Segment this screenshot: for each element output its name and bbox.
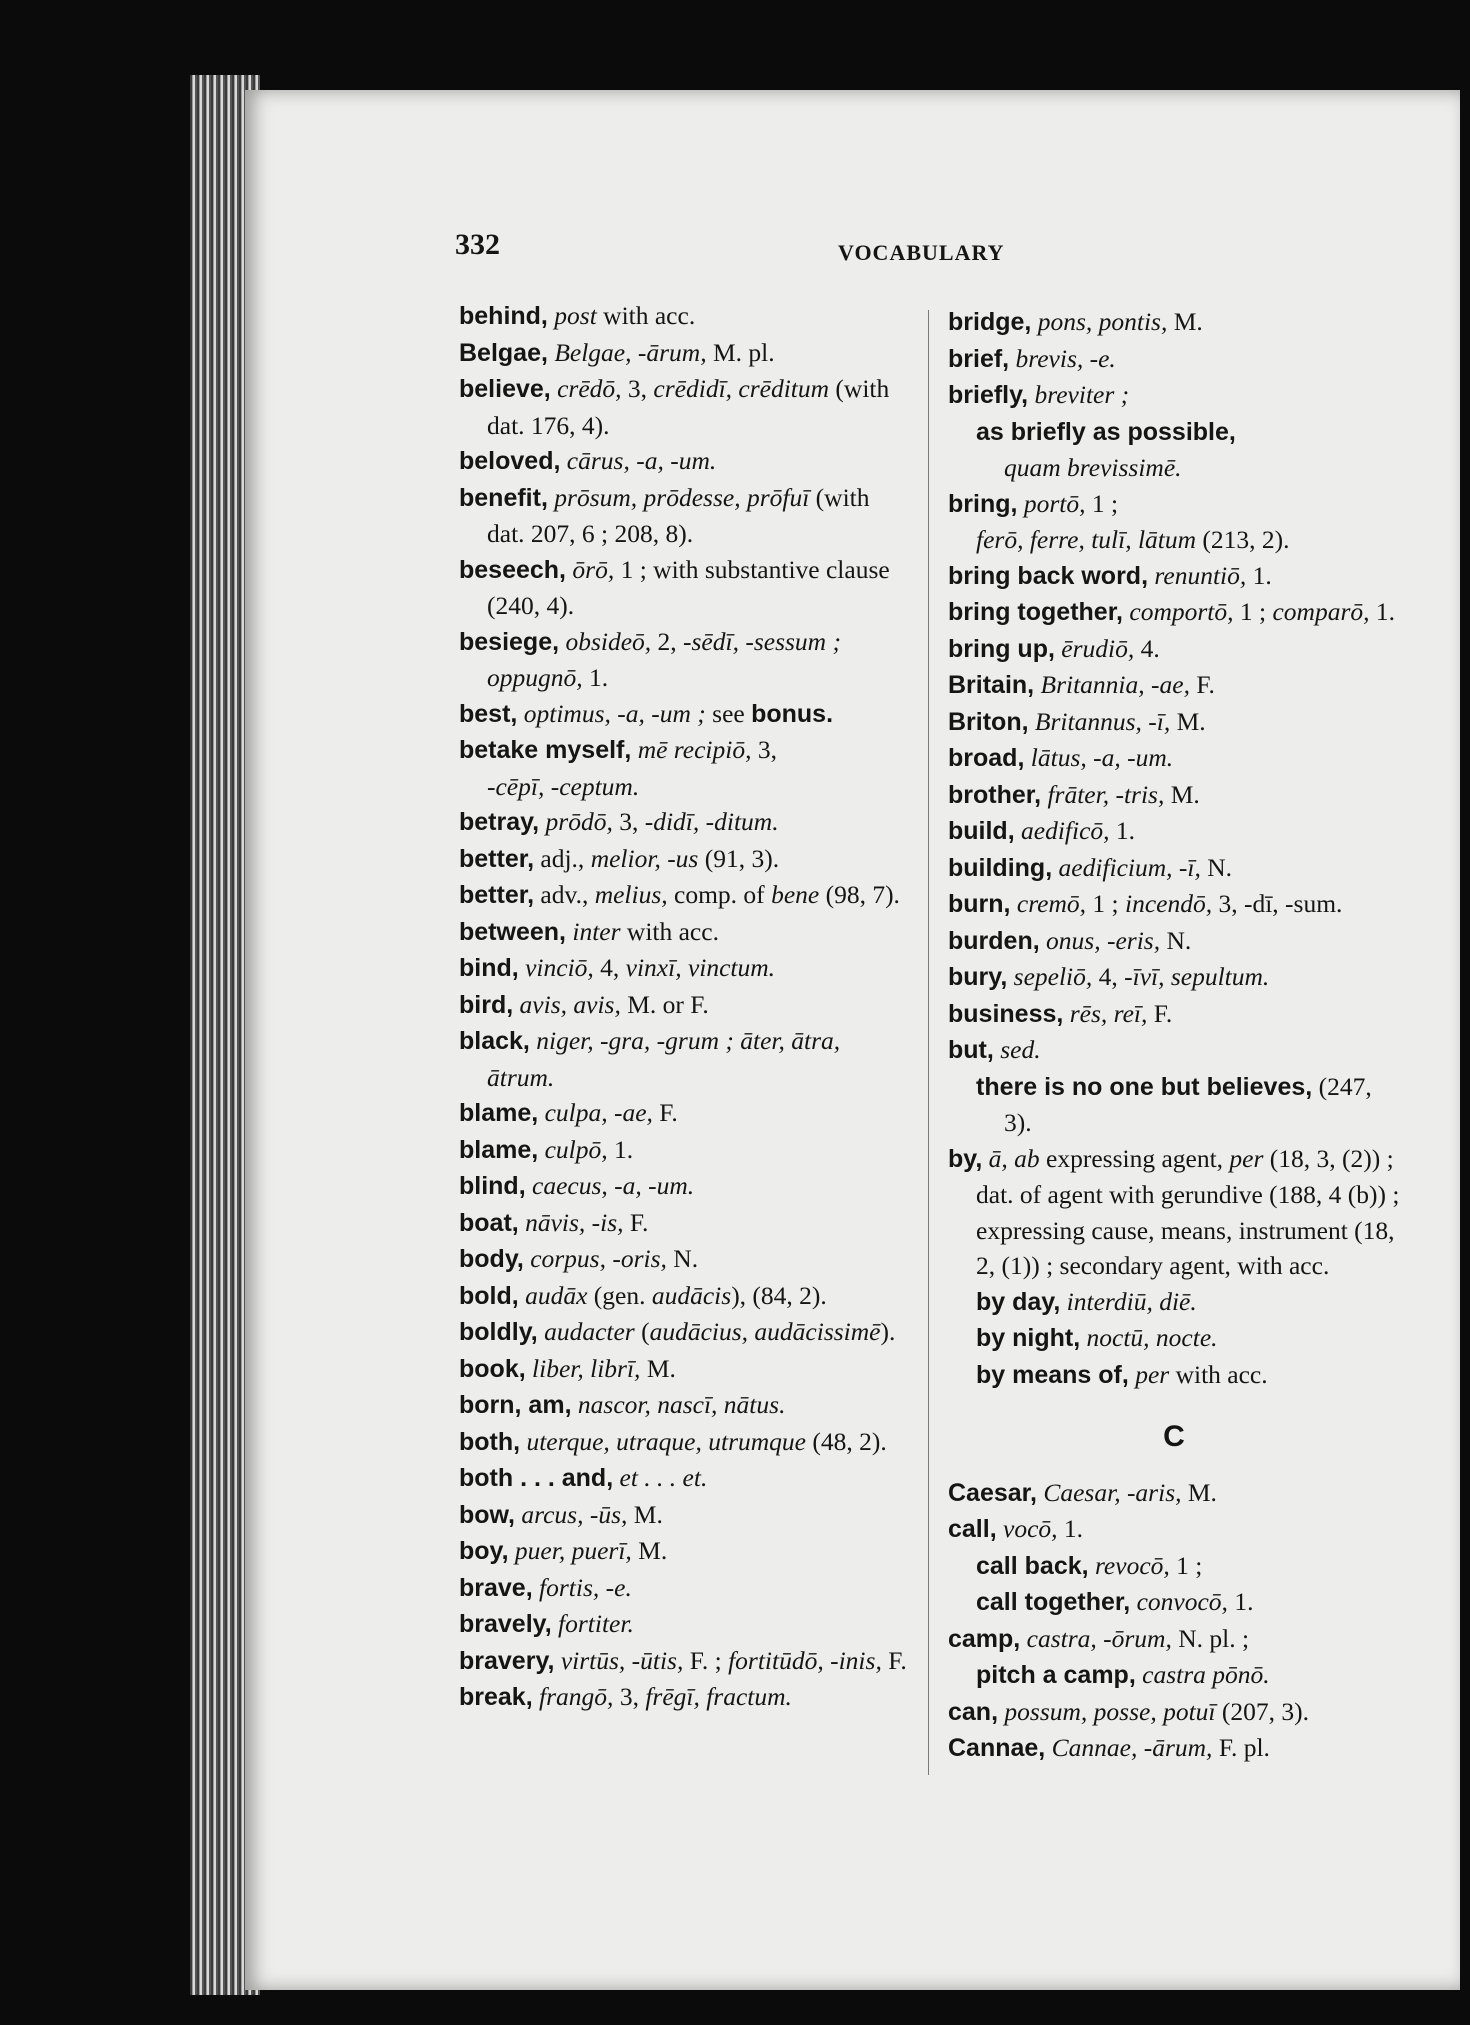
latin-term: vinxī, vinctum. xyxy=(625,953,776,982)
left-column xyxy=(459,298,909,1716)
entry-text: M. xyxy=(1181,1477,1217,1507)
latin-term: -cēpī, -ceptum. xyxy=(487,771,640,801)
latin-term: liber, librī, xyxy=(532,1353,641,1383)
entry-text: 1. xyxy=(1246,560,1272,590)
headword: call together, xyxy=(976,1588,1131,1616)
right-b-entry xyxy=(948,740,1400,777)
latin-term: castra, -ōrum, xyxy=(1026,1623,1172,1653)
latin-term: caecus, -a, -um. xyxy=(532,1171,695,1200)
latin-term: Britannus, -ī, xyxy=(1034,706,1171,736)
right-c-entry xyxy=(948,1621,1400,1658)
latin-term: culpa, -ae, xyxy=(544,1098,653,1127)
entry-text: (247, 3). xyxy=(1004,1071,1372,1137)
headword: bind, xyxy=(459,954,519,982)
left-entry xyxy=(459,480,909,552)
latin-term: onus, -eris, xyxy=(1046,925,1161,955)
latin-term: cremō, xyxy=(1016,889,1087,918)
left-entry xyxy=(459,1387,909,1424)
headword: Cannae, xyxy=(948,1734,1046,1762)
entry-text: 1 ; with substantive clause (240, 4). xyxy=(487,554,890,620)
latin-term: niger, -gra, -grum ; āter, ātra, ātrum. xyxy=(487,1026,841,1092)
latin-term: ferō, ferre, tulī, lātum xyxy=(976,525,1197,554)
latin-term: fortitūdō, -inis, xyxy=(728,1645,882,1675)
entry-text: with acc. xyxy=(596,301,696,330)
latin-term: Caesar, -aris, xyxy=(1043,1477,1182,1507)
entry-text: 3, xyxy=(751,735,777,764)
entry-text: (91, 3). xyxy=(698,843,780,873)
headword: bridge, xyxy=(948,308,1032,336)
headword: building, xyxy=(948,853,1053,882)
left-entry xyxy=(459,950,909,987)
entry-text: ). xyxy=(880,1317,896,1346)
headword: born, am, xyxy=(459,1391,572,1419)
headword: beseech, xyxy=(459,555,567,584)
entry-text: M. xyxy=(627,1499,663,1529)
entry-text: 1. xyxy=(607,1134,634,1164)
latin-term: brevis, -e. xyxy=(1015,343,1116,373)
entry-text: 2, xyxy=(651,626,684,656)
headword: book, xyxy=(459,1354,526,1383)
entry-text: F. ; xyxy=(683,1645,729,1675)
latin-term: ērudiō, xyxy=(1061,633,1135,663)
entry-text: with acc. xyxy=(620,916,719,946)
left-entry xyxy=(459,1314,909,1351)
latin-term: nascor, nascī, nātus. xyxy=(577,1390,786,1419)
headword: briefly, xyxy=(948,381,1029,409)
entry-text: 1 ; xyxy=(1086,889,1125,918)
latin-term: bene xyxy=(771,880,820,909)
left-entry xyxy=(459,624,909,696)
latin-term: optimus, -a, -um ; xyxy=(523,698,706,728)
headword: call back, xyxy=(976,1551,1089,1580)
right-b-entry xyxy=(948,414,1400,486)
latin-term: Britannia, -ae, xyxy=(1040,670,1190,699)
entry-text: N. xyxy=(1160,925,1192,955)
latin-term: -sēdī, -sessum ; oppugnō, xyxy=(487,626,841,692)
latin-term: comparō, xyxy=(1272,597,1370,626)
latin-term: -īvī, sepultum. xyxy=(1124,962,1270,991)
left-entry xyxy=(459,1241,909,1278)
left-entry xyxy=(459,1023,909,1095)
latin-term: lātus, -a, -um. xyxy=(1030,743,1174,772)
headword: Briton, xyxy=(948,707,1029,736)
left-entry xyxy=(459,914,909,951)
headword: by means of, xyxy=(976,1360,1129,1389)
latin-term: avis, avis, xyxy=(519,989,621,1019)
latin-term: interdiū, diē. xyxy=(1066,1286,1197,1316)
latin-term: -didī, -ditum. xyxy=(644,807,779,836)
entry-text: 4, xyxy=(1092,962,1125,991)
right-b-entry xyxy=(948,558,1400,595)
latin-term: inter xyxy=(572,916,621,946)
headword: as briefly as possible, xyxy=(976,417,1236,446)
entry-text: N. pl. ; xyxy=(1171,1623,1250,1653)
entry-text: 1. xyxy=(582,663,609,692)
entry-text: 1. xyxy=(1369,597,1396,626)
headword: build, xyxy=(948,817,1015,845)
entry-text: N. xyxy=(666,1244,699,1273)
headword: bring up, xyxy=(948,634,1055,663)
headword: Britain, xyxy=(948,671,1035,699)
latin-term: ā, ab xyxy=(988,1143,1040,1173)
latin-term: vinciō, xyxy=(525,953,594,982)
right-c-entry xyxy=(948,1584,1400,1621)
left-entry xyxy=(459,1132,909,1169)
right-b-entry xyxy=(948,777,1400,814)
latin-term: audācius, audācissimē xyxy=(649,1317,881,1346)
entry-text: 1. xyxy=(1109,816,1136,845)
left-entry xyxy=(459,1095,909,1132)
headword: between, xyxy=(459,917,566,946)
right-b-entry xyxy=(948,1032,1400,1069)
entry-text: 3, xyxy=(621,374,654,403)
latin-term: fortis, -e. xyxy=(539,1572,632,1602)
entry-text: F. xyxy=(652,1098,678,1127)
entry-text: 1 ; xyxy=(1085,488,1119,518)
latin-term: possum, posse, potuī xyxy=(1004,1696,1216,1726)
latin-term: portō, xyxy=(1023,488,1086,518)
left-entry xyxy=(459,877,909,914)
headword: black, xyxy=(459,1027,530,1055)
right-b-entry xyxy=(948,923,1400,960)
entry-text: (with dat. 207, 6 ; 208, 8). xyxy=(487,482,870,548)
right-b-entry xyxy=(948,377,1400,414)
left-entry xyxy=(459,1278,909,1315)
headword: bring together, xyxy=(948,598,1123,626)
latin-term: corpus, -oris, xyxy=(530,1244,667,1273)
headword: blame, xyxy=(459,1135,539,1164)
letter-heading: C xyxy=(1163,1420,1185,1453)
entry-text: adj., xyxy=(534,843,591,873)
headword: bravery, xyxy=(459,1646,555,1675)
entry-text: 4, xyxy=(593,953,626,982)
latin-term: noctū, nocte. xyxy=(1086,1323,1218,1352)
right-b-entry xyxy=(948,704,1400,741)
latin-term: aedificō, xyxy=(1021,816,1110,845)
right-column-b-entries xyxy=(948,304,1400,1393)
page-number: 332 xyxy=(455,228,500,261)
left-entry xyxy=(459,732,909,804)
headword: bird, xyxy=(459,990,514,1019)
right-b-entry xyxy=(948,341,1400,378)
right-c-entry xyxy=(948,1511,1400,1548)
entry-text: 3, xyxy=(613,1682,646,1711)
headword: bravely, xyxy=(459,1610,552,1638)
headword: bring, xyxy=(948,489,1018,518)
latin-term: per xyxy=(1229,1143,1264,1173)
latin-term: fortiter. xyxy=(558,1609,634,1638)
latin-term: prōdō, xyxy=(545,807,613,836)
headword: bury, xyxy=(948,963,1008,991)
headword: broad, xyxy=(948,744,1025,772)
left-entry xyxy=(459,335,909,372)
headword: Caesar, xyxy=(948,1478,1037,1507)
entry-text: ( xyxy=(634,1317,650,1346)
right-b-entry xyxy=(948,959,1400,996)
latin-term: audācis xyxy=(651,1280,732,1310)
headword: break, xyxy=(459,1683,533,1711)
right-b-entry xyxy=(948,1069,1400,1141)
entry-text: (with dat. 176, 4). xyxy=(487,374,890,440)
left-entry xyxy=(459,804,909,841)
left-entry xyxy=(459,696,909,733)
left-entry xyxy=(459,1643,909,1680)
headword: can, xyxy=(948,1697,999,1726)
latin-term: ōrō, xyxy=(572,554,615,584)
entry-text: expressing agent, xyxy=(1039,1143,1230,1173)
latin-term: comportō, xyxy=(1129,597,1234,626)
right-b-entry xyxy=(948,486,1400,558)
right-b-entry xyxy=(948,850,1400,887)
right-b-entry xyxy=(948,304,1400,341)
entry-text: 1. xyxy=(1057,1514,1084,1543)
headword: better, xyxy=(459,844,535,873)
right-b-entry xyxy=(948,631,1400,668)
headword: by night, xyxy=(976,1324,1081,1352)
entry-text: (18, 3, (2)) ; dat. of agent with gerundive (188, 4 (b)) ; expressing cause, means, instrument (18, 2, (1)) ; secondary agent, xyxy=(976,1143,1400,1280)
latin-term: nāvis, -is, xyxy=(525,1207,624,1237)
right-b-entry xyxy=(948,594,1400,631)
entry-text: F. xyxy=(1189,670,1215,699)
right-b-entry xyxy=(948,1357,1400,1394)
headword: business, xyxy=(948,999,1064,1028)
running-head: VOCABULARY xyxy=(838,240,1005,265)
latin-term: revocō, xyxy=(1094,1550,1170,1580)
entry-text: F. pl. xyxy=(1212,1733,1270,1762)
headword: behind, xyxy=(459,302,548,330)
headword: believe, xyxy=(459,375,551,403)
headword: burn, xyxy=(948,890,1011,918)
left-entry xyxy=(459,1424,909,1461)
right-b-entry xyxy=(948,1141,1400,1284)
right-c-entry xyxy=(948,1475,1400,1512)
entry-text: (48, 2). xyxy=(806,1426,887,1456)
latin-term: renuntiō, xyxy=(1154,560,1247,590)
entry-text: 3, -dī, -sum. xyxy=(1212,889,1343,918)
left-entry xyxy=(459,1205,909,1242)
latin-term: castra pōnō. xyxy=(1142,1660,1270,1689)
headword: but, xyxy=(948,1036,994,1064)
headword: by day, xyxy=(976,1287,1061,1316)
latin-term: sepeliō, xyxy=(1013,962,1093,991)
left-entry xyxy=(459,1606,909,1643)
headword: boldly, xyxy=(459,1318,538,1346)
left-entry xyxy=(459,1533,909,1570)
headword: better, xyxy=(459,881,535,909)
entry-text: M. xyxy=(1170,706,1206,736)
left-entry xyxy=(459,1679,909,1716)
headword: blind, xyxy=(459,1172,526,1200)
latin-term: virtūs, -ūtis, xyxy=(560,1645,684,1675)
latin-term: arcus, -ūs, xyxy=(521,1499,628,1529)
right-column-c-entries xyxy=(948,1475,1400,1767)
headword: pitch a camp, xyxy=(976,1661,1136,1689)
entry-text: comp. of xyxy=(667,880,772,909)
entry-text: 4. xyxy=(1134,633,1160,663)
headword: betake myself, xyxy=(459,736,632,764)
latin-term: post xyxy=(554,301,597,330)
entry-text: M. pl. xyxy=(706,337,775,367)
latin-term: Belgae, -ārum, xyxy=(554,337,707,367)
entry-text: M. xyxy=(640,1353,676,1383)
column-divider xyxy=(928,310,929,1775)
entry-text: (gen. xyxy=(587,1280,652,1310)
latin-term: Cannae, -ārum, xyxy=(1051,1733,1213,1762)
headword: best, xyxy=(459,699,518,728)
latin-term: uterque, utraque, utrumque xyxy=(526,1426,806,1456)
left-entry xyxy=(459,443,909,480)
headword: Belgae, xyxy=(459,338,548,367)
right-c-entry xyxy=(948,1657,1400,1694)
left-entry xyxy=(459,841,909,878)
right-b-entry xyxy=(948,1320,1400,1357)
entry-text: (98, 7). xyxy=(819,880,900,909)
entry-text: M. xyxy=(1167,307,1203,336)
latin-term: audāx xyxy=(525,1280,588,1310)
right-b-entry xyxy=(948,813,1400,850)
latin-term: per xyxy=(1135,1359,1170,1389)
entry-text: see xyxy=(705,698,752,728)
entry-text: (207, 3). xyxy=(1215,1696,1309,1726)
latin-term: frēgī, fractum. xyxy=(645,1682,792,1711)
latin-term: culpō, xyxy=(544,1134,608,1164)
right-c-entry xyxy=(948,1730,1400,1767)
latin-term: convocō, xyxy=(1136,1587,1228,1616)
right-c-entry xyxy=(948,1548,1400,1585)
latin-term: pons, pontis, xyxy=(1037,307,1168,336)
headword: bow, xyxy=(459,1500,516,1529)
latin-term: vocō, xyxy=(1003,1514,1058,1543)
latin-term: melior, -us xyxy=(590,843,699,873)
left-entry xyxy=(459,552,909,624)
headword: call, xyxy=(948,1515,997,1543)
entry-text: ), (84, 2). xyxy=(731,1280,827,1310)
entry-text: 1. xyxy=(1227,1587,1254,1616)
entry-text: F. xyxy=(623,1207,649,1237)
entry-text: N. xyxy=(1200,852,1233,882)
headword: bold, xyxy=(459,1281,519,1310)
headword: by, xyxy=(948,1144,983,1173)
headword: beloved, xyxy=(459,447,561,475)
latin-term: sed. xyxy=(1000,1035,1041,1064)
latin-term: mē recipiō, xyxy=(637,735,752,764)
headword: brave, xyxy=(459,1573,533,1602)
latin-term: obsideō, xyxy=(565,626,652,656)
headword: betray, xyxy=(459,808,540,836)
left-entry xyxy=(459,371,909,443)
entry-text: with acc. xyxy=(1237,1251,1330,1280)
entry-text: F. xyxy=(881,1645,907,1675)
entry-text: 1 ; xyxy=(1233,597,1273,626)
headword: body, xyxy=(459,1245,524,1273)
latin-term: audacter xyxy=(544,1317,635,1346)
headword: boy, xyxy=(459,1537,509,1565)
entry-text: M. xyxy=(631,1536,668,1565)
latin-term: et . . . et. xyxy=(619,1463,708,1492)
latin-term: frangō, xyxy=(539,1682,614,1711)
left-entry xyxy=(459,1351,909,1388)
right-b-entry xyxy=(948,886,1400,923)
right-c-entry xyxy=(948,1694,1400,1731)
entry-text: 1 ; xyxy=(1169,1550,1203,1580)
entry-text: (213, 2). xyxy=(1196,525,1290,554)
entry-text: M. xyxy=(1164,779,1200,809)
right-column xyxy=(948,304,1400,1767)
entry-text: adv., xyxy=(534,880,595,909)
headword: benefit, xyxy=(459,483,548,512)
headword: boat, xyxy=(459,1208,519,1237)
latin-term: quam brevissimē. xyxy=(1004,453,1182,482)
left-entry xyxy=(459,1168,909,1205)
latin-term: breviter ; xyxy=(1034,380,1130,409)
right-b-entry xyxy=(948,996,1400,1033)
latin-term: crēdō, xyxy=(557,374,622,403)
left-entry xyxy=(459,1570,909,1607)
left-entry xyxy=(459,298,909,335)
left-entry xyxy=(459,1497,909,1534)
headword: both . . . and, xyxy=(459,1464,614,1492)
right-b-entry xyxy=(948,1284,1400,1321)
headword: both, xyxy=(459,1427,521,1456)
headword: brief, xyxy=(948,344,1010,373)
headword-ref: bonus. xyxy=(751,699,834,728)
headword: brother, xyxy=(948,780,1042,809)
entry-text: 3, xyxy=(612,807,645,836)
headword: bring back word, xyxy=(948,561,1149,590)
latin-term: rēs, reī, xyxy=(1069,998,1148,1028)
latin-term: incendō, xyxy=(1125,889,1213,918)
latin-term: melius, xyxy=(594,880,668,909)
left-entry xyxy=(459,1460,909,1497)
latin-term: aedificium, -ī, xyxy=(1058,852,1201,882)
left-entry xyxy=(459,987,909,1024)
headword: blame, xyxy=(459,1099,539,1127)
latin-term: prōsum, prōdesse, prōfuī xyxy=(554,482,810,512)
entry-text: F. xyxy=(1147,998,1173,1028)
headword: there is no one but believes, xyxy=(976,1072,1313,1101)
headword: burden, xyxy=(948,926,1040,955)
entry-text: with acc. xyxy=(1169,1359,1268,1389)
latin-term: cārus, -a, -um. xyxy=(566,446,717,475)
headword: besiege, xyxy=(459,627,560,656)
entry-text: M. or F. xyxy=(620,989,709,1019)
latin-term: frāter, -tris, xyxy=(1047,779,1165,809)
latin-term: puer, puerī, xyxy=(514,1536,632,1565)
headword: camp, xyxy=(948,1624,1021,1653)
latin-term: crēdidī, crēditum xyxy=(653,374,830,403)
right-b-entry xyxy=(948,667,1400,704)
